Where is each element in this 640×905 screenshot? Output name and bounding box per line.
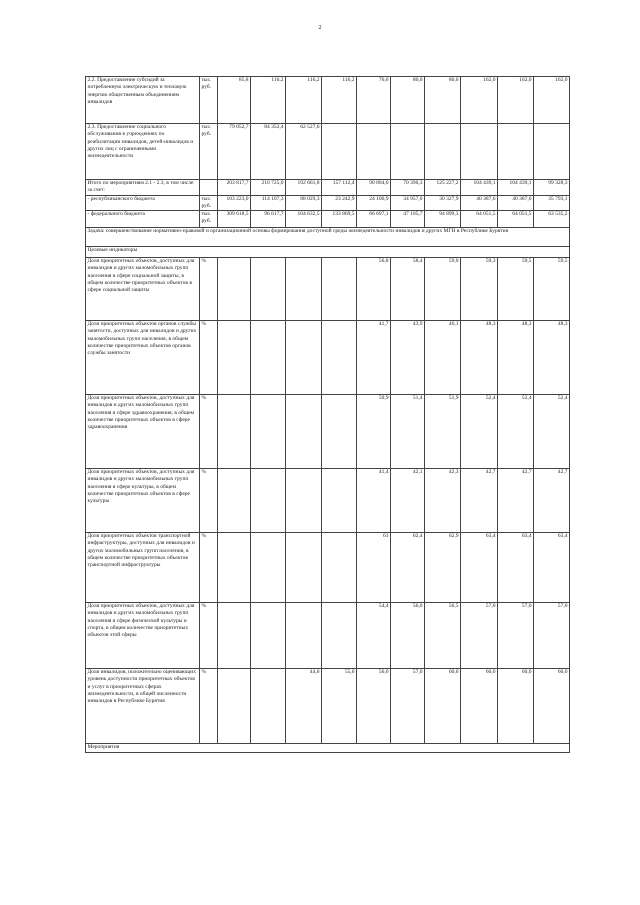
table-row — [86, 669, 570, 744]
row-unit: % — [200, 603, 218, 669]
value-cell: 56,5 — [425, 603, 461, 669]
value-cell: 114 107,3 — [251, 195, 286, 211]
value-cell: 64 051,5 — [498, 211, 534, 228]
value-cell — [425, 124, 461, 180]
row-unit: % — [200, 469, 218, 533]
value-cell: 66 697,1 — [357, 211, 391, 228]
value-cell: 57,0 — [391, 669, 425, 744]
value-cell: 23 242,9 — [322, 195, 357, 211]
value-cell — [391, 124, 425, 180]
row-unit — [200, 180, 218, 196]
value-cell: 88 029,3 — [286, 195, 322, 211]
value-cell — [461, 124, 498, 180]
value-cell: 40 387,6 — [498, 195, 534, 211]
row-unit: тыс. руб. — [200, 77, 218, 124]
value-cell: 62,9 — [425, 533, 461, 603]
section-title: Задача: совершенствование нормативно-правовой и организационной основы формирования доступной среды жизнедеятельности инвалидов и других МГН в Республике Бурятия — [86, 228, 570, 247]
value-cell: 48,3 — [498, 321, 534, 395]
value-cell: 46,1 — [425, 321, 461, 395]
value-cell: 52,4 — [461, 395, 498, 469]
row-name: - федерального бюджета — [86, 211, 200, 228]
value-cell: 59,5 — [534, 258, 570, 321]
row-name: 2.2. Предоставление субсидий за потребленную электрическую и тепловую энергию общественным объединениям инвалидов — [86, 77, 200, 124]
value-cell: 60,0 — [425, 669, 461, 744]
value-cell: 59,0 — [425, 258, 461, 321]
value-cell: 42,3 — [425, 469, 461, 533]
section-row — [86, 247, 570, 258]
value-cell: 52,4 — [534, 395, 570, 469]
value-cell: 60,0 — [498, 669, 534, 744]
value-cell: 192 661,8 — [286, 180, 322, 196]
value-cell: 59,3 — [461, 258, 498, 321]
value-cell: 51,9 — [425, 395, 461, 469]
value-cell: 84 352,4 — [251, 124, 286, 180]
value-cell: 162,0 — [498, 77, 534, 124]
value-cell: 47 105,7 — [391, 211, 425, 228]
value-cell: 63 535,2 — [534, 211, 570, 228]
value-cell — [286, 258, 322, 321]
table-row — [86, 469, 570, 533]
value-cell: 60,0 — [534, 669, 570, 744]
value-cell: 63,4 — [498, 533, 534, 603]
value-cell — [322, 258, 357, 321]
value-cell: 104 632,5 — [286, 211, 322, 228]
value-cell: 61 — [357, 533, 391, 603]
value-cell: 56,0 — [391, 603, 425, 669]
value-cell: 24 106,9 — [357, 195, 391, 211]
value-cell: 48,3 — [534, 321, 570, 395]
table-row — [86, 211, 570, 228]
value-cell: 62,4 — [391, 533, 425, 603]
value-cell: 104 439,1 — [498, 180, 534, 196]
row-unit: % — [200, 321, 218, 395]
table-row — [86, 603, 570, 669]
value-cell — [218, 258, 251, 321]
value-cell: 85,8 — [218, 77, 251, 124]
value-cell: 42,7 — [461, 469, 498, 533]
value-cell: 80,0 — [425, 77, 461, 124]
value-cell — [218, 469, 251, 533]
value-cell: 116,2 — [322, 77, 357, 124]
value-cell — [218, 603, 251, 669]
section-title: Целевые индикаторы — [86, 247, 570, 258]
row-name: - республиканского бюджета — [86, 195, 200, 211]
value-cell: 56,0 — [357, 669, 391, 744]
value-cell — [357, 124, 391, 180]
table-row — [86, 395, 570, 469]
value-cell: 63,4 — [461, 533, 498, 603]
value-cell: 62 527,6 — [286, 124, 322, 180]
value-cell: 79 052,7 — [218, 124, 251, 180]
value-cell — [534, 124, 570, 180]
value-cell: 116,2 — [286, 77, 322, 124]
value-cell: 162,0 — [534, 77, 570, 124]
program-table — [85, 76, 570, 753]
value-cell: 30 327,9 — [425, 195, 461, 211]
value-cell — [286, 321, 322, 395]
value-cell: 41,7 — [357, 321, 391, 395]
row-unit: % — [200, 533, 218, 603]
value-cell: 48,3 — [461, 321, 498, 395]
page-number: 2 — [318, 25, 322, 31]
value-cell: 210 725,0 — [251, 180, 286, 196]
value-cell: 94 899,3 — [425, 211, 461, 228]
value-cell — [286, 395, 322, 469]
value-cell — [251, 603, 286, 669]
table-row — [86, 533, 570, 603]
value-cell: 42,7 — [498, 469, 534, 533]
row-name: Доля приоритетных объектов, доступных для инвалидов и других маломобильных групп населения в сфере культуры, в общем количестве приоритетных объектов в сфере культуры — [86, 469, 200, 533]
value-cell — [251, 533, 286, 603]
value-cell: 42,1 — [391, 469, 425, 533]
value-cell: 41,4 — [357, 469, 391, 533]
value-cell: 162,0 — [461, 77, 498, 124]
value-cell — [251, 669, 286, 744]
value-cell: 157 112,4 — [322, 180, 357, 196]
value-cell — [286, 603, 322, 669]
value-cell: 54,4 — [357, 603, 391, 669]
row-name: Доля приоритетных объектов, доступных для инвалидов и других маломобильных групп населения в сфере здравоохранения, в общем количестве приоритетных объектов в сфере здравоохранения — [86, 395, 200, 469]
row-name: Доля приоритетных объектов органов службы занятости, доступных для инвалидов и других маломобильных групп населения, в общем количестве приоритетных объектов органов службы занятости — [86, 321, 200, 395]
value-cell — [322, 321, 357, 395]
section-title: Мероприятия — [86, 744, 570, 753]
section-row — [86, 744, 570, 753]
value-cell: 203 817,7 — [218, 180, 251, 196]
value-cell — [498, 124, 534, 180]
row-name: 2.3. Предоставление социального обслуживания в учреждениях по реабилитации инвалидов, детей-инвалидов и других лиц с ограниченными жизнедеятельности — [86, 124, 200, 180]
value-cell — [322, 603, 357, 669]
value-cell: 55,0 — [322, 669, 357, 744]
value-cell: 34 957,0 — [391, 195, 425, 211]
row-name: Итого по мероприятиям 2.1 - 2.3, в том числе за счет: — [86, 180, 200, 196]
row-unit: % — [200, 395, 218, 469]
value-cell: 104 439,1 — [461, 180, 498, 196]
value-cell — [251, 395, 286, 469]
value-cell: 70 396,3 — [391, 180, 425, 196]
value-cell: 133 869,5 — [322, 211, 357, 228]
row-unit: % — [200, 669, 218, 744]
value-cell: 56,8 — [357, 258, 391, 321]
table-row — [86, 195, 570, 211]
value-cell — [218, 321, 251, 395]
value-cell: 40 387,6 — [461, 195, 498, 211]
row-name: Доля инвалидов, положительно оценивающих уровень доступности приоритетных объектов и услуг в приоритетных сферах жизнедеятельности, в общей численности инвалидов в Республике Бурятия — [86, 669, 200, 744]
table-body — [86, 77, 570, 753]
value-cell — [218, 533, 251, 603]
table-row — [86, 77, 570, 124]
value-cell — [251, 258, 286, 321]
value-cell — [322, 124, 357, 180]
table-row — [86, 321, 570, 395]
value-cell — [286, 469, 322, 533]
value-cell: 43,9 — [391, 321, 425, 395]
row-unit: тыс. руб. — [200, 211, 218, 228]
table-row — [86, 124, 570, 180]
value-cell: 50,9 — [357, 395, 391, 469]
value-cell: 125 227,2 — [425, 180, 461, 196]
value-cell: 63,4 — [534, 533, 570, 603]
value-cell: 309 618,5 — [218, 211, 251, 228]
row-name: Доля приоритетных объектов, доступных для инвалидов и других маломобильных групп населения в сфере физической культуры и спорта, в общем количестве приоритетных объектов этой сферы — [86, 603, 200, 669]
value-cell: 52,4 — [498, 395, 534, 469]
value-cell — [322, 533, 357, 603]
row-unit: тыс. руб. — [200, 195, 218, 211]
value-cell: 90 804,0 — [357, 180, 391, 196]
value-cell — [251, 321, 286, 395]
value-cell: 116,2 — [251, 77, 286, 124]
value-cell: 80,0 — [391, 77, 425, 124]
value-cell: 103 223,0 — [218, 195, 251, 211]
row-unit: тыс. руб. — [200, 124, 218, 180]
row-name: Доля приоритетных объектов, доступных для инвалидов и других маломобильных групп населения в сфере социальной защиты, в общем количестве приоритетных объектов в сфере социальной защиты — [86, 258, 200, 321]
value-cell: 96 617,7 — [251, 211, 286, 228]
value-cell — [322, 395, 357, 469]
value-cell: 44,6 — [286, 669, 322, 744]
value-cell — [322, 469, 357, 533]
table-row — [86, 258, 570, 321]
value-cell: 76,0 — [357, 77, 391, 124]
value-cell: 60,0 — [461, 669, 498, 744]
value-cell: 99 328,3 — [534, 180, 570, 196]
value-cell — [218, 395, 251, 469]
section-row — [86, 228, 570, 247]
row-unit: % — [200, 258, 218, 321]
table-row — [86, 180, 570, 196]
value-cell: 42,7 — [534, 469, 570, 533]
value-cell: 59,5 — [498, 258, 534, 321]
value-cell: 64 051,5 — [461, 211, 498, 228]
value-cell — [251, 469, 286, 533]
value-cell — [218, 669, 251, 744]
value-cell: 57,0 — [498, 603, 534, 669]
value-cell — [286, 533, 322, 603]
value-cell: 58,4 — [391, 258, 425, 321]
value-cell: 51,4 — [391, 395, 425, 469]
value-cell: 57,0 — [534, 603, 570, 669]
row-name: Доля приоритетных объектов транспортной инфраструктуры, доступных для инвалидов и других маломобильных групп населения, в общем количестве приоритетных объектов транспортной инфраструктуры — [86, 533, 200, 603]
value-cell: 57,0 — [461, 603, 498, 669]
value-cell: 35 793,1 — [534, 195, 570, 211]
